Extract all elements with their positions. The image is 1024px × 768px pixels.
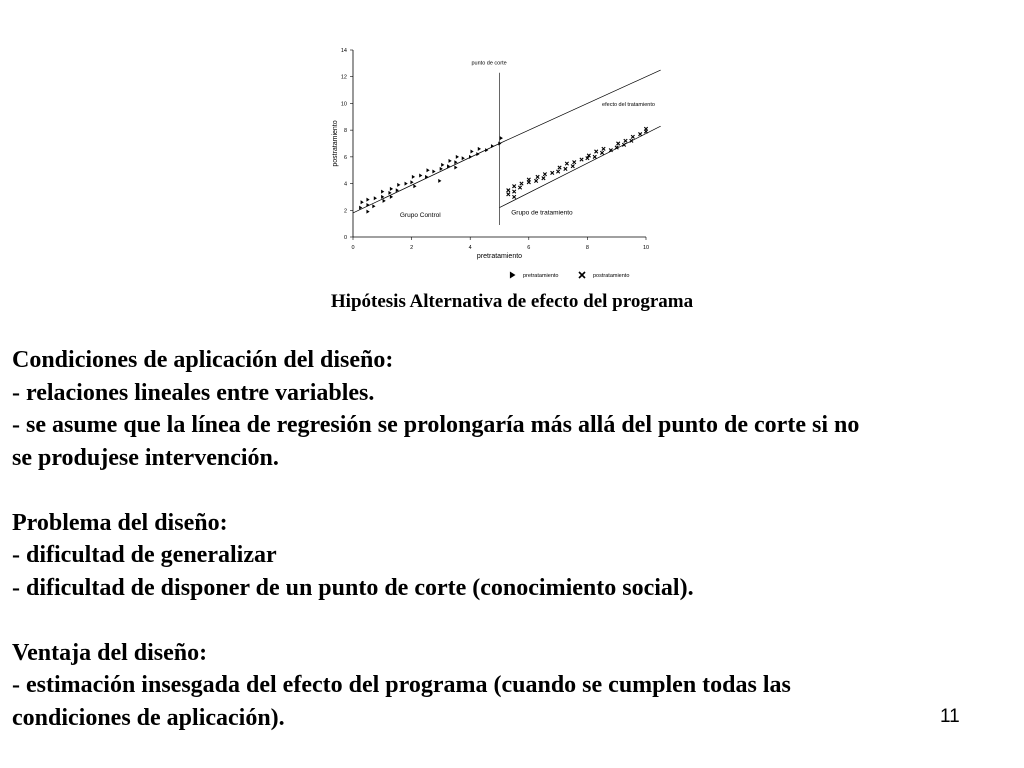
point-postratamiento	[565, 162, 568, 165]
point-pretratamiento	[374, 196, 377, 200]
point-pretratamiento	[454, 166, 457, 170]
problem-heading: Problema del diseño:	[12, 509, 228, 536]
point-postratamiento	[630, 139, 633, 142]
annotation-punto-de-corte: punto de corte	[471, 60, 507, 67]
point-postratamiento	[507, 189, 510, 192]
y-tick-label: 4	[343, 181, 347, 188]
x-tick-label: 8	[585, 245, 589, 251]
x-axis-label: pretratamiento	[476, 253, 523, 260]
point-pretratamiento	[412, 175, 415, 179]
x-tick-label: 2	[410, 245, 414, 251]
point-pretratamiento	[366, 198, 369, 202]
legend-label-postratamiento: postratamiento	[593, 273, 630, 279]
point-postratamiento	[512, 185, 515, 188]
point-pretratamiento	[361, 200, 364, 204]
y-tick-label: 14	[340, 48, 347, 54]
y-tick-label: 12	[340, 74, 347, 81]
point-pretratamiento	[500, 136, 503, 140]
point-postratamiento	[631, 135, 634, 138]
point-postratamiento	[536, 175, 539, 178]
point-postratamiento	[558, 166, 561, 169]
x-axis-ticks	[351, 237, 649, 251]
figure-caption: Hipótesis Alternativa de efecto del programa	[330, 291, 694, 312]
point-postratamiento	[600, 151, 603, 154]
point-postratamiento	[602, 147, 605, 150]
point-postratamiento	[520, 182, 523, 185]
point-pretratamiento	[366, 203, 369, 207]
point-postratamiento	[580, 158, 583, 161]
legend-triangle-marker	[510, 272, 516, 279]
spacer	[12, 604, 992, 637]
point-pretratamiento	[478, 147, 481, 151]
point-pretratamiento	[469, 155, 472, 159]
postratamiento-points	[507, 127, 648, 199]
rd-scatter-chart	[330, 40, 680, 285]
point-pretratamiento	[390, 187, 393, 191]
point-pretratamiento	[383, 199, 386, 203]
legend-label-pretratamiento: pretratamiento	[523, 273, 559, 279]
annotation-grupo-control: Grupo Control	[399, 211, 441, 219]
point-postratamiento	[616, 142, 619, 145]
point-postratamiento	[622, 143, 625, 146]
point-postratamiento	[556, 170, 559, 173]
point-pretratamiento	[470, 150, 473, 154]
point-postratamiento	[518, 186, 521, 189]
point-pretratamiento	[372, 204, 375, 208]
x-tick-label: 0	[351, 245, 355, 251]
point-postratamiento	[543, 173, 546, 176]
x-tick-label: 6	[527, 245, 531, 251]
problem-item-2: - dificultad de disponer de un punto de corte (conocimiento social).	[12, 574, 694, 601]
y-tick-label: 8	[343, 128, 347, 135]
point-postratamiento	[527, 178, 530, 181]
point-pretratamiento	[410, 180, 413, 184]
point-pretratamiento	[441, 163, 444, 167]
advantage-item-1b: condiciones de aplicación).	[12, 704, 285, 731]
annotation-grupo-de-tratamiento: Grupo de tratamiento	[511, 209, 573, 217]
x-tick-label: 4	[468, 245, 472, 251]
point-postratamiento	[571, 165, 574, 168]
point-postratamiento	[644, 127, 647, 130]
point-postratamiento	[551, 171, 554, 174]
point-pretratamiento	[413, 184, 416, 188]
point-pretratamiento	[366, 210, 369, 214]
pretratamiento-points	[359, 136, 503, 213]
x-tick-label: 10	[642, 245, 650, 251]
point-pretratamiento	[427, 168, 430, 172]
y-tick-label: 0	[343, 235, 347, 241]
conditions-item-2b: se produjese intervención.	[12, 444, 279, 471]
advantage-heading: Ventaja del diseño:	[12, 639, 208, 666]
point-postratamiento	[593, 155, 596, 158]
point-pretratamiento	[388, 191, 391, 195]
spacer	[12, 474, 992, 507]
problem-item-1: - dificultad de generalizar	[12, 542, 277, 568]
point-pretratamiento	[448, 159, 451, 163]
chart-legend	[510, 272, 629, 280]
point-postratamiento	[564, 167, 567, 170]
point-postratamiento	[594, 150, 597, 153]
legend-x-marker	[579, 272, 585, 278]
point-pretratamiento	[381, 190, 384, 194]
point-postratamiento	[542, 177, 545, 180]
conditions-heading: Condiciones de aplicación del diseño:	[12, 347, 394, 373]
point-pretratamiento	[462, 156, 465, 160]
point-postratamiento	[534, 179, 537, 182]
advantage-item-1a: - estimación insesgada del efecto del programa (cuando se cumplen todas las	[12, 672, 791, 698]
point-postratamiento	[507, 193, 510, 196]
point-pretratamiento	[476, 152, 479, 156]
y-tick-label: 6	[343, 154, 347, 161]
slide-body	[12, 344, 992, 734]
y-tick-label: 10	[340, 101, 347, 108]
page-number: 11	[940, 706, 960, 727]
point-postratamiento	[512, 195, 515, 198]
point-pretratamiento	[390, 195, 393, 199]
y-tick-label: 2	[343, 208, 347, 215]
conditions-item-2a: - se asume que la línea de regresión se prolongaría más allá del punto de corte si no	[12, 412, 860, 438]
point-postratamiento	[638, 132, 641, 135]
y-axis-ticks	[341, 48, 353, 241]
conditions-item-1: - relaciones lineales entre variables.	[12, 379, 375, 406]
point-pretratamiento	[432, 170, 435, 174]
y-axis-label: postratamiento	[332, 120, 339, 167]
point-pretratamiento	[456, 155, 459, 159]
point-pretratamiento	[498, 142, 501, 146]
point-pretratamiento	[405, 182, 408, 186]
point-postratamiento	[512, 190, 515, 193]
point-postratamiento	[624, 139, 627, 142]
point-postratamiento	[573, 161, 576, 164]
regression-line-tratamiento	[500, 126, 661, 207]
point-pretratamiento	[397, 183, 400, 187]
point-pretratamiento	[438, 179, 441, 183]
point-pretratamiento	[491, 144, 494, 148]
point-pretratamiento	[419, 174, 422, 178]
annotation-efecto-del-tratamiento: efecto del tratamiento	[602, 102, 655, 109]
